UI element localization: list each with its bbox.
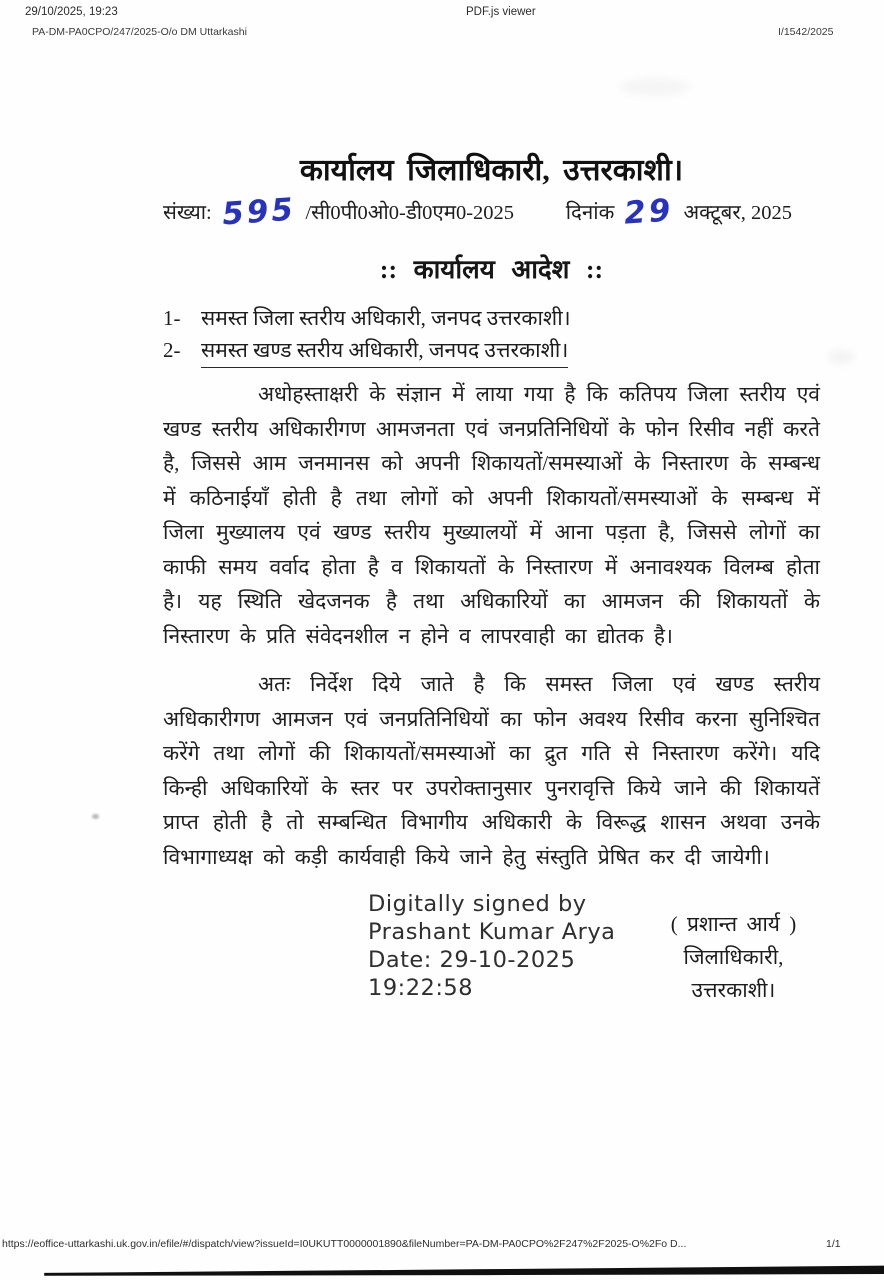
handwritten-number: 595 [220, 191, 297, 233]
print-datetime: 29/10/2025, 19:23 [25, 6, 118, 18]
handwritten-date: 29 [623, 192, 675, 232]
signature-spacer [163, 890, 368, 1007]
number-label: संख्या: [163, 202, 212, 224]
signer-identity [643, 890, 823, 1007]
date-suffix: अक्टूबर, 2025 [683, 202, 792, 224]
number-suffix: /सी0पी0ओ0-डी0एम0-2025 [305, 202, 515, 224]
addressee-item [163, 302, 820, 334]
scan-edge-shadow [0, 1265, 884, 1276]
dispatch-id: I/1542/2025 [778, 26, 834, 38]
scan-smudge [92, 814, 99, 819]
digital-signature [368, 890, 615, 1007]
addressee-item [163, 334, 820, 368]
digital-signature-line: Prashant Kumar Arya [368, 919, 616, 945]
order-heading: :: कार्यालय आदेश :: [379, 255, 604, 284]
signature-block [163, 890, 820, 1007]
source-url: https://eoffice-uttarkashi.uk.gov.in/efile/#/dispatch/view?issueId=I0UKUTT0000001890&fileNumber=PA-DM-PA0CPO%2F247%2F2025-O%2Fo D... [2, 1238, 687, 1250]
letter-date [565, 192, 792, 232]
digital-signature-line: Digitally signed by [368, 891, 587, 917]
date-label: दिनांक [565, 202, 615, 224]
reference-row [163, 191, 820, 236]
digital-signature-line: Date: 29-10-2025 [368, 947, 576, 973]
pdf-page [163, 150, 820, 1007]
addressee-index: 1- [163, 306, 181, 330]
addressee-list [163, 302, 820, 368]
scan-smudge [828, 350, 854, 364]
viewer-title: PDF.js viewer [466, 6, 536, 18]
signer-name: ( प्रशान्त आर्य ) [670, 912, 797, 936]
addressee-index: 2- [163, 338, 181, 362]
addressee-text: समस्त जिला स्तरीय अधिकारी, जनपद उत्तरकाशी। [201, 306, 571, 330]
page-indicator: 1/1 [826, 1238, 841, 1250]
order-paragraph: अधोहस्ताक्षरी के संज्ञान में लाया गया है कि कतिपय जिला स्तरीय एवं खण्ड स्तरीय अधिकारीगण आमजनता एवं जनप्रतिनिधियों के फोन रिसीव नहीं करते है, जिससे आम जनमानस को अपनी शिकायतों/समस्याओं के निस्तारण के सम्बन्ध में कठिनाईयाँ होती है तथा लोगों को अपनी शिकायतों/समस्याओं के सम्बन्ध में जिला मुख्यालय एवं खण्ड स्तरीय मुख्यालयों में आना पड़ता है, जिससे लोगों का काफी समय वर्वाद होता है व शिकायतों के निस्तारण में अनावश्यक विलम्ब होता है। यह स्थिति खेदजनक है तथा अधिकारियों का आमजन की शिकायतों के निस्तारण के प्रति संवेदनशील न होने व लापरवाही का द्योतक है। [163, 382, 820, 648]
digital-signature-line: 19:22:58 [368, 975, 474, 1001]
letter-number [163, 191, 515, 233]
signer-designation: जिलाधिकारी, [683, 945, 784, 969]
signer-place: उत्तरकाशी। [691, 978, 776, 1002]
addressee-text: समस्त खण्ड स्तरीय अधिकारी, जनपद उत्तरकाशी। [201, 334, 568, 368]
office-title: कार्यालय जिलाधिकारी, उत्तरकाशी। [299, 154, 684, 187]
file-reference: PA-DM-PA0CPO/247/2025-O/o DM Uttarkashi [32, 26, 247, 38]
scan-smudge [620, 78, 690, 96]
order-paragraph: अतः निर्देश दिये जाते है कि समस्त जिला एवं खण्ड स्तरीय अधिकारीगण आमजन एवं जनप्रतिनिधियों का फोन अवश्य रिसीव करना सुनिश्चित करेंगे तथा लोगों की शिकायतों/समस्याओं का द्रुत गति से निस्तारण करेंगे। यदि किन्ही अधिकारियों के स्तर पर उपरोक्तानुसार पुनरावृत्ति किये जाने की शिकायतें प्राप्त होती है तो सम्बन्धित विभागीय अधिकारी के विरूद्ध शासन अथवा उनके विभागाध्यक्ष को कड़ी कार्यवाही किये जाने हेतु संस्तुति प्रेषित कर दी जायेगी। [163, 672, 820, 869]
